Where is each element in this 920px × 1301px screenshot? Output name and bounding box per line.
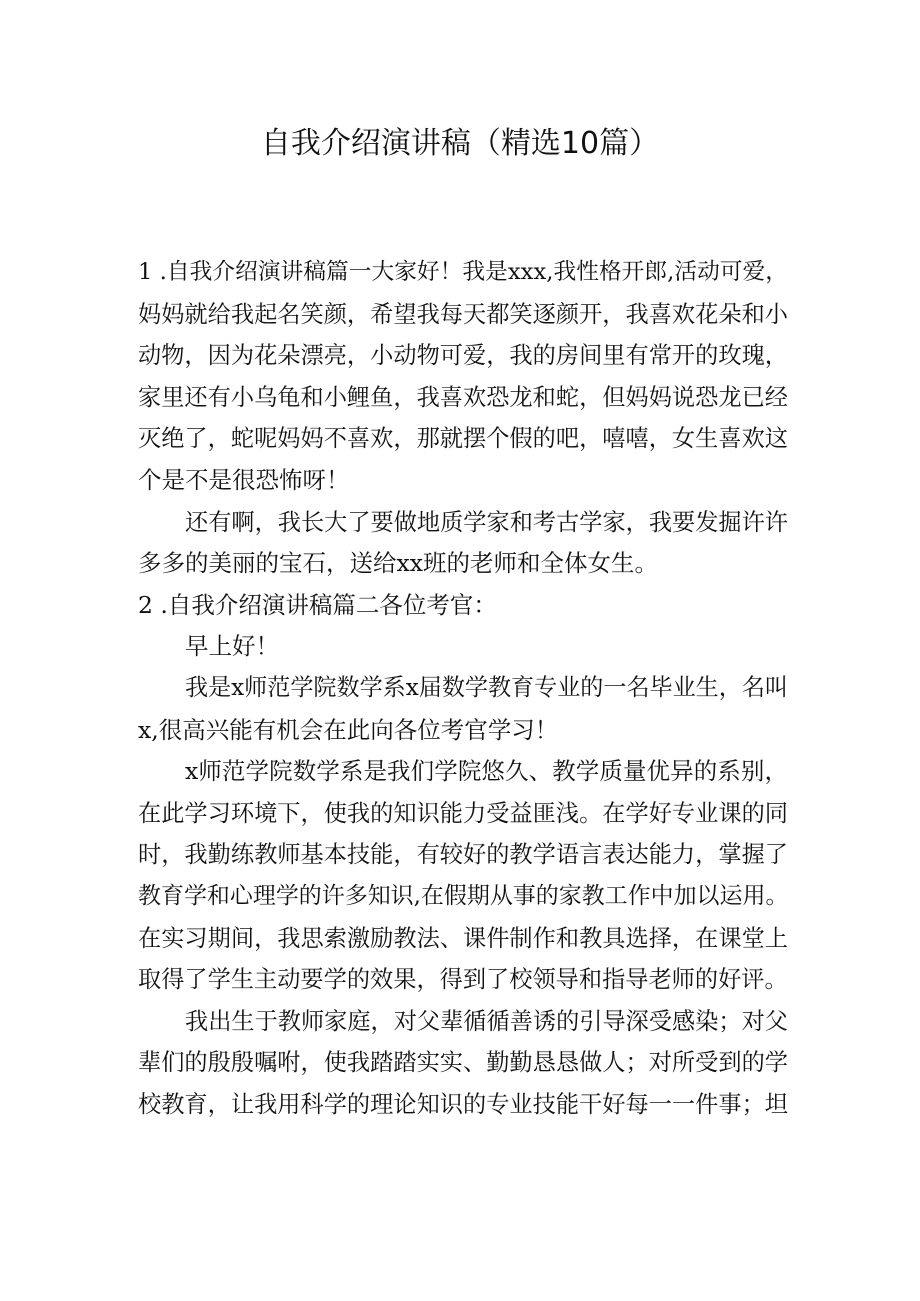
body-line: x,很高兴能有机会在此向各位考官学习！: [138, 715, 559, 744]
body-line: 灭绝了，蛇呢妈妈不喜欢，那就摆个假的吧，嘻嘻，女生喜欢这: [138, 425, 788, 453]
document-title: 自我介绍演讲稿（精选10篇）: [260, 126, 660, 161]
body-line: 校教育，让我用科学的理论知识的专业技能干好每一一件事；坦: [138, 1090, 788, 1118]
body-line: 取得了学生主动要学的效果，得到了校领导和指导老师的好评。: [138, 966, 788, 994]
body-line: 个是不是很恐怖呀！: [138, 465, 350, 494]
body-line: 动物，因为花朵漂亮，小动物可爱，我的房间里有常开的玫瑰，: [138, 342, 788, 370]
body-line: 多多的美丽的宝石，送给xx班的老师和全体女生。: [138, 549, 659, 578]
body-line: 家里还有小乌龟和小鲤鱼，我喜欢恐龙和蛇，但妈妈说恐龙已经: [138, 383, 788, 411]
body-line: 在此学习环境下，使我的知识能力受益匪浅。在学好专业课的同: [138, 799, 788, 827]
body-line: 我是x师范学院数学系x届数学教育专业的一名毕业生，名叫: [185, 674, 788, 701]
body-line: 妈妈就给我起名笑颜，希望我每天都笑逐颜开，我喜欢花朵和小: [138, 300, 788, 328]
body-line: x师范学院数学系是我们学院悠久、教学质量优异的系别，: [185, 757, 788, 786]
body-line: 还有啊，我长大了要做地质学家和考古学家，我要发掘许许: [185, 508, 788, 536]
document-body: [138, 252, 788, 1125]
body-line: 时，我勤练教师基本技能，有较好的教学语言表达能力，掌握了: [138, 841, 788, 869]
body-line: 我出生于教师家庭，对父辈循循善诱的引导深受感染；对父: [185, 1007, 788, 1035]
body-line: 早上好！: [185, 632, 279, 661]
body-line: 1 .自我介绍演讲稿篇一大家好！我是xxx,我性格开郎,活动可爱，: [138, 259, 788, 285]
body-line: 辈们的殷殷嘱咐，使我踏踏实实、勤勤恳恳做人；对所受到的学: [138, 1049, 788, 1077]
body-line: 教育学和心理学的许多知识,在假期从事的家教工作中加以运用。: [138, 882, 789, 909]
body-line: 在实习期间，我思索激励教法、课件制作和教具选择，在课堂上: [138, 924, 788, 952]
body-line: 2 .自我介绍演讲稿篇二各位考官：: [138, 590, 497, 619]
